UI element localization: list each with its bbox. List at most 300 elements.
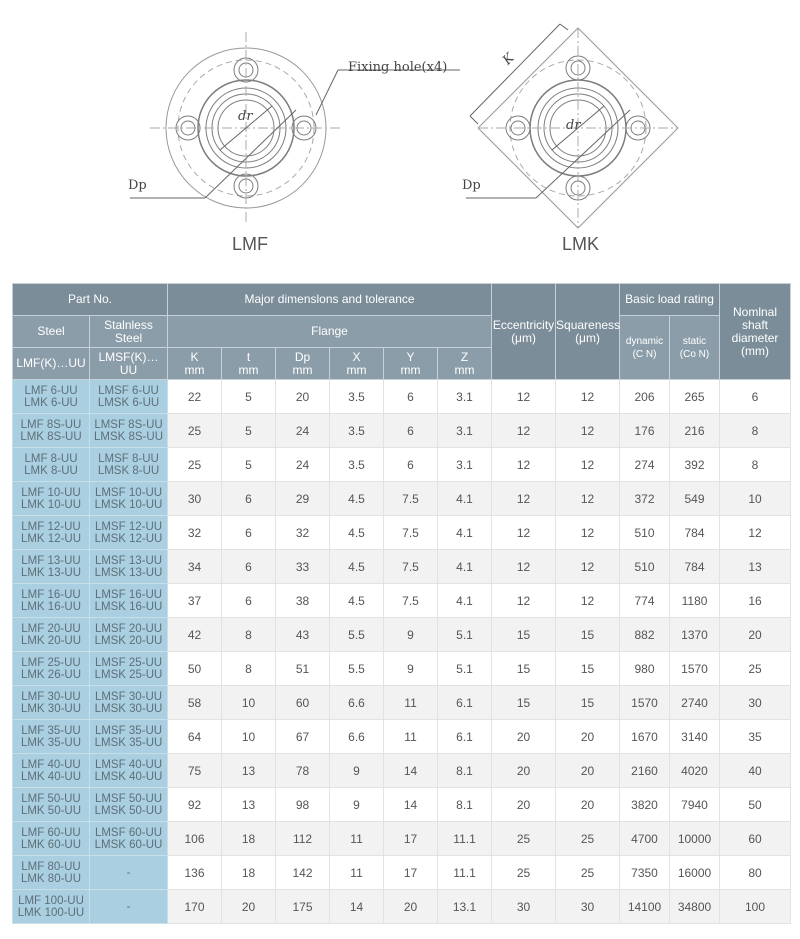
header-eccentricity (492, 284, 556, 380)
part-number: LMSF 25-UU (94, 656, 163, 669)
header-stainless-code: LMSF(K)…UU (90, 348, 168, 380)
value-cell: 8.1 (438, 754, 492, 788)
value-cell: 7940 (670, 788, 720, 822)
part-number: - (126, 866, 131, 879)
header-steel-code: LMF(K)…UU (13, 348, 90, 380)
part-number: LMSF 8S-UU (94, 418, 163, 431)
value-cell: 9 (384, 652, 438, 686)
value-cell: 5.5 (330, 618, 384, 652)
value-cell: 774 (620, 584, 670, 618)
value-cell: 13 (720, 550, 791, 584)
header-shaft-line1: Nomlnal shaft (733, 304, 778, 332)
part-number: LMSF 16-UU (94, 588, 163, 601)
part-number: LMF 8S-UU (20, 418, 82, 431)
value-cell: 43 (276, 618, 330, 652)
value-cell: 30 (720, 686, 791, 720)
header-shaft-line2: diameter (731, 330, 779, 345)
stainless-part-cell (90, 720, 168, 754)
value-cell: 9 (384, 618, 438, 652)
value-cell: 98 (276, 788, 330, 822)
part-number: LMF 20-UU (21, 622, 81, 635)
value-cell: 32 (168, 516, 222, 550)
value-cell: 106 (168, 822, 222, 856)
header-col-unit: mm (454, 362, 475, 377)
header-shaft (720, 284, 791, 380)
header-col-unit: mm (238, 362, 259, 377)
stainless-part-cell (90, 448, 168, 482)
value-cell: 15 (492, 618, 556, 652)
header-stainless: Stalnless Steel (90, 316, 168, 348)
value-cell: 510 (620, 516, 670, 550)
value-cell: 6 (384, 448, 438, 482)
table-row (13, 686, 791, 720)
part-number: LMK 40-UU (20, 770, 82, 783)
part-number: LMK 26-UU (20, 668, 82, 681)
part-number: LMSF 8-UU (98, 452, 159, 465)
value-cell: 80 (720, 856, 791, 890)
steel-part-cell (13, 584, 90, 618)
table-row (13, 856, 791, 890)
steel-part-cell (13, 448, 90, 482)
part-number: LMF 16-UU (21, 588, 81, 601)
table-row (13, 788, 791, 822)
part-number: LMK 16-UU (20, 600, 82, 613)
header-col-name: Z (460, 349, 469, 364)
value-cell: 51 (276, 652, 330, 686)
value-cell: 980 (620, 652, 670, 686)
drawing-canvas (0, 0, 800, 270)
table-row (13, 550, 791, 584)
value-cell: 14 (330, 890, 384, 924)
header-shaft-unit: (mm) (741, 343, 769, 358)
header-major-dimensions: Major dimenslons and tolerance (168, 284, 492, 316)
value-cell: 8.1 (438, 788, 492, 822)
value-cell: 13 (222, 754, 276, 788)
part-number: LMK 8-UU (24, 464, 78, 477)
value-cell: 18 (222, 856, 276, 890)
part-number: LMSF 40-UU (94, 758, 163, 771)
steel-part-cell (13, 380, 90, 414)
stainless-part-cell (90, 652, 168, 686)
value-cell: 12 (556, 550, 620, 584)
header-col-x (330, 348, 384, 380)
header-col-y (384, 348, 438, 380)
value-cell: 12 (556, 448, 620, 482)
value-cell: 6 (222, 550, 276, 584)
value-cell: 3.1 (438, 414, 492, 448)
part-number: LMSK 16-UU (94, 600, 163, 613)
value-cell: 4700 (620, 822, 670, 856)
value-cell: 50 (168, 652, 222, 686)
stainless-part-cell (90, 584, 168, 618)
value-cell: 6 (384, 414, 438, 448)
value-cell: 13.1 (438, 890, 492, 924)
value-cell: 20 (492, 754, 556, 788)
header-col-name: K (190, 349, 199, 364)
lmf-fixing-hole-label: Fixing hole(x4) (348, 60, 448, 75)
table-row (13, 516, 791, 550)
header-col-name: Dp (294, 349, 311, 364)
part-number: LMK 60-UU (20, 838, 82, 851)
value-cell: 12 (556, 380, 620, 414)
value-cell: 5 (222, 380, 276, 414)
value-cell: 25 (720, 652, 791, 686)
part-number: LMSF 35-UU (94, 724, 163, 737)
value-cell: 784 (670, 550, 720, 584)
steel-part-cell (13, 856, 90, 890)
value-cell: 882 (620, 618, 670, 652)
value-cell: 20 (222, 890, 276, 924)
part-number: LMSK 12-UU (94, 532, 163, 545)
value-cell: 14100 (620, 890, 670, 924)
stainless-part-cell (90, 618, 168, 652)
value-cell: 10 (222, 720, 276, 754)
value-cell: 11.1 (438, 856, 492, 890)
value-cell: 32 (276, 516, 330, 550)
value-cell: 1570 (670, 652, 720, 686)
part-number: LMF 80-UU (21, 860, 81, 873)
value-cell: 15 (492, 686, 556, 720)
part-number: LMF 30-UU (21, 690, 81, 703)
header-col-unit: mm (292, 362, 313, 377)
header-col-name: Y (406, 349, 415, 364)
table-row (13, 822, 791, 856)
header-static-unit: (Co N) (679, 348, 710, 360)
value-cell: 176 (620, 414, 670, 448)
steel-part-cell (13, 652, 90, 686)
value-cell: 12 (556, 414, 620, 448)
part-number: LMF 6-UU (24, 384, 78, 397)
header-steel: Steel (13, 316, 90, 348)
value-cell: 1180 (670, 584, 720, 618)
part-number: LMSK 13-UU (94, 566, 163, 579)
header-static-label: static (682, 335, 707, 347)
value-cell: 17 (384, 856, 438, 890)
value-cell: 5.5 (330, 652, 384, 686)
part-number: LMSF 6-UU (98, 384, 159, 397)
value-cell: 11 (330, 822, 384, 856)
value-cell: 64 (168, 720, 222, 754)
value-cell: 6 (222, 584, 276, 618)
header-static (670, 316, 720, 380)
value-cell: 4.1 (438, 516, 492, 550)
part-number: LMSK 60-UU (94, 838, 163, 851)
value-cell: 6.6 (330, 720, 384, 754)
value-cell: 6 (222, 516, 276, 550)
stainless-part-cell (90, 550, 168, 584)
value-cell: 18 (222, 822, 276, 856)
part-number: LMF 100-UU (18, 894, 84, 907)
part-number: LMSF 13-UU (94, 554, 163, 567)
part-number: LMF 8-UU (24, 452, 78, 465)
value-cell: 12 (492, 380, 556, 414)
header-col-dp (276, 348, 330, 380)
part-number: LMK 50-UU (20, 804, 82, 817)
value-cell: 6.1 (438, 720, 492, 754)
value-cell: 3820 (620, 788, 670, 822)
value-cell: 16 (720, 584, 791, 618)
part-number: LMSF 50-UU (94, 792, 163, 805)
value-cell: 20 (492, 788, 556, 822)
stainless-part-cell (90, 754, 168, 788)
value-cell: 40 (720, 754, 791, 788)
value-cell: 11 (384, 720, 438, 754)
part-number: LMK 10-UU (20, 498, 82, 511)
value-cell: 4.5 (330, 584, 384, 618)
value-cell: 3140 (670, 720, 720, 754)
part-number: LMF 50-UU (21, 792, 81, 805)
value-cell: 14 (384, 788, 438, 822)
value-cell: 6 (384, 380, 438, 414)
steel-part-cell (13, 482, 90, 516)
value-cell: 5 (222, 414, 276, 448)
value-cell: 549 (670, 482, 720, 516)
part-number: LMSK 10-UU (94, 498, 163, 511)
part-number: LMSF 12-UU (94, 520, 163, 533)
header-dynamic-label: dynamic (625, 335, 664, 347)
table-row (13, 584, 791, 618)
value-cell: 60 (276, 686, 330, 720)
value-cell: 10000 (670, 822, 720, 856)
value-cell: 265 (670, 380, 720, 414)
value-cell: 8 (720, 414, 791, 448)
stainless-part-cell (90, 856, 168, 890)
value-cell: 206 (620, 380, 670, 414)
lmf-caption: LMF (232, 234, 268, 254)
header-basic-load: Basic load rating (620, 284, 720, 316)
value-cell: 5 (222, 448, 276, 482)
lmf-dp-label: Dp (128, 178, 147, 193)
value-cell: 7.5 (384, 550, 438, 584)
value-cell: 92 (168, 788, 222, 822)
part-number: LMK 35-UU (20, 736, 82, 749)
value-cell: 1570 (620, 686, 670, 720)
stainless-part-cell (90, 686, 168, 720)
part-number: LMSK 8-UU (97, 464, 160, 477)
value-cell: 11.1 (438, 822, 492, 856)
part-number: LMK 100-UU (17, 906, 85, 919)
header-col-z (438, 348, 492, 380)
value-cell: 136 (168, 856, 222, 890)
value-cell: 274 (620, 448, 670, 482)
value-cell: 16000 (670, 856, 720, 890)
value-cell: 35 (720, 720, 791, 754)
stainless-part-cell (90, 482, 168, 516)
steel-part-cell (13, 720, 90, 754)
value-cell: 78 (276, 754, 330, 788)
value-cell: 6.6 (330, 686, 384, 720)
header-eccentricity-label: Eccentricity (492, 317, 555, 332)
value-cell: 1670 (620, 720, 670, 754)
value-cell: 372 (620, 482, 670, 516)
part-number: LMSK 35-UU (94, 736, 163, 749)
value-cell: 5.1 (438, 618, 492, 652)
technical-drawings (0, 0, 800, 270)
value-cell: 216 (670, 414, 720, 448)
part-number: LMK 13-UU (20, 566, 82, 579)
part-number: LMSK 25-UU (94, 668, 163, 681)
stainless-part-cell (90, 380, 168, 414)
part-number: - (126, 900, 131, 913)
value-cell: 6 (222, 482, 276, 516)
value-cell: 4.5 (330, 516, 384, 550)
steel-part-cell (13, 414, 90, 448)
value-cell: 3.5 (330, 448, 384, 482)
value-cell: 10 (720, 482, 791, 516)
value-cell: 142 (276, 856, 330, 890)
value-cell: 15 (556, 618, 620, 652)
header-col-unit: mm (184, 362, 205, 377)
value-cell: 12 (720, 516, 791, 550)
value-cell: 100 (720, 890, 791, 924)
table-row (13, 448, 791, 482)
value-cell: 12 (492, 482, 556, 516)
value-cell: 10 (222, 686, 276, 720)
value-cell: 4.1 (438, 584, 492, 618)
table-row (13, 652, 791, 686)
lmk-k-label: K (500, 50, 518, 69)
value-cell: 25 (168, 414, 222, 448)
value-cell: 3.5 (330, 414, 384, 448)
lmk-caption: LMK (562, 234, 600, 254)
stainless-part-cell (90, 516, 168, 550)
part-number: LMSK 20-UU (94, 634, 163, 647)
value-cell: 25 (492, 856, 556, 890)
value-cell: 15 (556, 652, 620, 686)
value-cell: 34800 (670, 890, 720, 924)
steel-part-cell (13, 618, 90, 652)
value-cell: 1370 (670, 618, 720, 652)
header-part-no: Part No. (13, 284, 168, 316)
value-cell: 7350 (620, 856, 670, 890)
header-col-name: X (352, 349, 361, 364)
part-number: LMF 12-UU (21, 520, 81, 533)
table-row (13, 754, 791, 788)
value-cell: 67 (276, 720, 330, 754)
part-number: LMSK 8S-UU (93, 430, 164, 443)
value-cell: 12 (492, 414, 556, 448)
value-cell: 8 (222, 652, 276, 686)
value-cell: 60 (720, 822, 791, 856)
part-number: LMSK 6-UU (97, 396, 160, 409)
value-cell: 22 (168, 380, 222, 414)
value-cell: 4.1 (438, 550, 492, 584)
value-cell: 3.1 (438, 380, 492, 414)
value-cell: 12 (492, 516, 556, 550)
lmk-dr-label: dr (566, 118, 581, 133)
value-cell: 20 (556, 754, 620, 788)
value-cell: 12 (492, 584, 556, 618)
header-squareness-label: Squareness (556, 317, 621, 332)
steel-part-cell (13, 516, 90, 550)
header-col-name: t (246, 349, 251, 364)
value-cell: 50 (720, 788, 791, 822)
value-cell: 12 (556, 482, 620, 516)
header-col-t (222, 348, 276, 380)
value-cell: 170 (168, 890, 222, 924)
value-cell: 3.5 (330, 380, 384, 414)
value-cell: 4.5 (330, 482, 384, 516)
part-number: LMSF 10-UU (94, 486, 163, 499)
part-number: LMK 20-UU (20, 634, 82, 647)
value-cell: 4.1 (438, 482, 492, 516)
value-cell: 2740 (670, 686, 720, 720)
header-dynamic-unit: (C N) (632, 348, 657, 360)
value-cell: 30 (168, 482, 222, 516)
header-squareness (556, 284, 620, 380)
part-number: LMF 10-UU (21, 486, 81, 499)
header-squareness-unit: (μm) (575, 330, 600, 345)
value-cell: 25 (556, 856, 620, 890)
lmk-dp-label: Dp (462, 178, 481, 193)
value-cell: 175 (276, 890, 330, 924)
value-cell: 8 (222, 618, 276, 652)
value-cell: 14 (384, 754, 438, 788)
header-col-unit: mm (400, 362, 421, 377)
header-eccentricity-unit: (μm) (511, 330, 536, 345)
table-row (13, 618, 791, 652)
value-cell: 38 (276, 584, 330, 618)
value-cell: 8 (720, 448, 791, 482)
value-cell: 2160 (620, 754, 670, 788)
value-cell: 12 (556, 516, 620, 550)
value-cell: 7.5 (384, 516, 438, 550)
value-cell: 4.5 (330, 550, 384, 584)
value-cell: 11 (384, 686, 438, 720)
value-cell: 29 (276, 482, 330, 516)
table-row (13, 380, 791, 414)
lmf-dr-label: dr (238, 109, 253, 124)
header-col-k (168, 348, 222, 380)
steel-part-cell (13, 822, 90, 856)
spec-table (12, 283, 791, 924)
value-cell: 7.5 (384, 584, 438, 618)
value-cell: 11 (330, 856, 384, 890)
table-row (13, 482, 791, 516)
value-cell: 5.1 (438, 652, 492, 686)
part-number: LMK 80-UU (20, 872, 82, 885)
table-row (13, 890, 791, 924)
stainless-part-cell (90, 788, 168, 822)
stainless-part-cell (90, 414, 168, 448)
value-cell: 6 (720, 380, 791, 414)
value-cell: 30 (556, 890, 620, 924)
value-cell: 75 (168, 754, 222, 788)
steel-part-cell (13, 754, 90, 788)
spec-table-body (13, 380, 791, 924)
value-cell: 25 (556, 822, 620, 856)
part-number: LMSK 30-UU (94, 702, 163, 715)
value-cell: 20 (556, 788, 620, 822)
value-cell: 6.1 (438, 686, 492, 720)
value-cell: 4020 (670, 754, 720, 788)
value-cell: 20 (384, 890, 438, 924)
header-col-unit: mm (346, 362, 367, 377)
header-flange: Flange (168, 316, 492, 348)
value-cell: 15 (492, 652, 556, 686)
value-cell: 30 (492, 890, 556, 924)
steel-part-cell (13, 550, 90, 584)
value-cell: 33 (276, 550, 330, 584)
value-cell: 392 (670, 448, 720, 482)
value-cell: 25 (168, 448, 222, 482)
value-cell: 7.5 (384, 482, 438, 516)
stainless-part-cell (90, 822, 168, 856)
value-cell: 9 (330, 788, 384, 822)
part-number: LMSK 40-UU (94, 770, 163, 783)
value-cell: 20 (556, 720, 620, 754)
value-cell: 25 (492, 822, 556, 856)
